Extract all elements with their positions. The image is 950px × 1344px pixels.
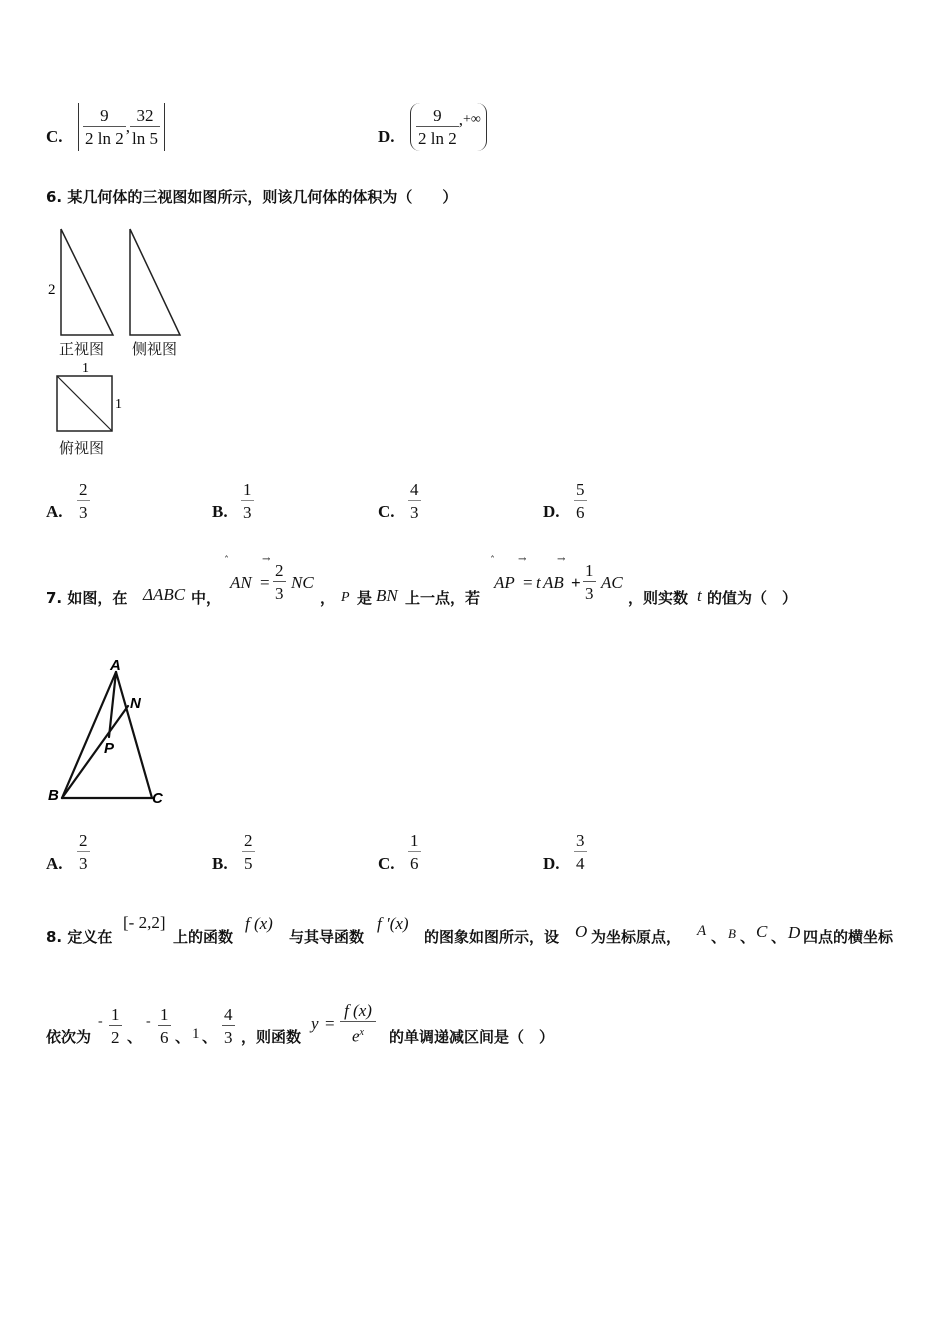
question-8-line2-prefix: 依次为 (46, 1028, 92, 1046)
q6-option-c-value: $\frac{4}{3}$ (410, 480, 419, 522)
origin-o: O (575, 922, 588, 941)
point-n-label: N (130, 695, 141, 712)
separator: 、 (771, 928, 787, 946)
vector-an: AN (230, 573, 252, 592)
fraction-numerator: 9 (100, 106, 109, 125)
vector-hat: ˆ (224, 556, 229, 567)
point-c: C (756, 922, 768, 941)
plus-sign: + (571, 573, 581, 592)
q7-option-a-label[interactable]: A. (46, 854, 63, 873)
q6-option-a-value: $\frac{2}{3}$ (79, 480, 88, 522)
origin-text: 为坐标原点， (591, 928, 682, 946)
fraction-numerator: 32 (136, 106, 154, 125)
vertex-c-label: C (152, 790, 163, 807)
q7-option-b-value: $\frac{2}{5}$ (244, 831, 253, 873)
question-7-mid: 中， (191, 589, 222, 607)
segment-bn: BN (376, 586, 398, 605)
variable-t: t (536, 573, 541, 592)
minus-sign: - (98, 1014, 103, 1029)
question-7-prefix: 7. 如图，在 (46, 589, 128, 607)
option-c-label[interactable]: C. (46, 127, 63, 146)
function-f: f (x) (245, 914, 273, 933)
q7-option-c-value: $\frac{1}{6}$ (410, 831, 419, 873)
value-neg-half: $\frac{1}{2}$ (111, 1005, 120, 1047)
question-8-tail2: 的单调递减区间是（ ） (389, 1028, 555, 1046)
question-7-tail: ，则实数 (628, 589, 689, 607)
top-view-diagonal (57, 376, 112, 431)
derivative-text: 与其导函数 (289, 928, 365, 946)
separator: 、 (175, 1028, 191, 1046)
option-d-interval: $\frac{9}{2 \ln 2}$ , +∞ (410, 103, 487, 151)
vector-arrow-icon: → (518, 554, 527, 565)
variable-y: y (311, 1014, 319, 1033)
function-fraction: $\frac{f (x)}{e^x}$ (340, 1000, 376, 1047)
separator: 、 (127, 1028, 143, 1046)
q7-option-a-value: $\frac{2}{3}$ (79, 831, 88, 873)
question-8-tail1: 四点的横坐标 (803, 928, 894, 946)
value-one: 1 (192, 1026, 200, 1042)
value-four-thirds: $\frac{4}{3}$ (224, 1005, 233, 1047)
vector-ac: AC (601, 573, 623, 592)
q6-option-b-value: $\frac{1}{3}$ (243, 480, 252, 522)
question-7-tail2: 的值为（ ） (707, 589, 798, 607)
infinity-text: +∞ (462, 112, 481, 127)
vertex-b-label: B (48, 787, 59, 804)
equals-sign: = (523, 573, 533, 592)
fraction-numerator: 9 (433, 106, 442, 125)
variable-t: t (697, 586, 702, 605)
q6-option-d-value: $\frac{5}{6}$ (576, 480, 585, 522)
q6-option-c-label[interactable]: C. (378, 502, 395, 521)
front-view-caption: 正视图 (59, 340, 105, 358)
separator: 、 (202, 1028, 218, 1046)
vector-ap: AP (494, 573, 515, 592)
triangle-abc: ΔABC (143, 585, 186, 604)
q7-option-b-label[interactable]: B. (212, 854, 228, 873)
vertex-a-label: A (110, 657, 121, 674)
fraction-denominator: 2 ln 2 (83, 126, 126, 149)
top-view-caption: 俯视图 (59, 439, 105, 457)
equals-sign: = (325, 1014, 335, 1033)
equals-sign: = (260, 573, 270, 592)
point-b: B (728, 926, 736, 941)
point-p-label: P (104, 740, 115, 757)
side-view-caption: 侧视图 (132, 340, 178, 358)
q7-option-d-value: $\frac{3}{4}$ (576, 831, 585, 873)
point-d: D (788, 923, 801, 942)
point-p: P (341, 590, 350, 605)
vector-hat: ˆ (490, 556, 495, 567)
option-d-label[interactable]: D. (378, 127, 395, 146)
function-fprime: f ′(x) (377, 914, 409, 933)
side-ac (116, 672, 152, 798)
question-6-text: 6. 某几何体的三视图如图所示，则该几何体的体积为（ ） (46, 188, 458, 206)
fraction-denominator: ln 5 (130, 126, 160, 149)
interval-text: [- 2,2] (123, 913, 166, 932)
top-side-label: 1 (115, 397, 122, 412)
q7-option-c-label[interactable]: C. (378, 854, 395, 873)
q6-option-d-label[interactable]: D. (543, 502, 560, 521)
vector-nc: NC (291, 573, 314, 592)
option-c-interval: $\frac{9}{2 \ln 2}$ , $\frac{32}{\ln 5}$ (78, 103, 165, 151)
separator: 、 (711, 928, 727, 946)
q6-option-a-label[interactable]: A. (46, 502, 63, 521)
point-on-text: 上一点，若 (405, 589, 481, 607)
vector-arrow-icon: → (557, 554, 566, 565)
fraction-1-3: $\frac{1}{3}$ (585, 561, 594, 603)
separator: 、 (740, 928, 756, 946)
height-label: 2 (48, 282, 56, 298)
question-8-prefix: 8. 定义在 (46, 928, 113, 946)
vector-ab: AB (543, 573, 564, 592)
fraction-denominator: 2 ln 2 (416, 126, 459, 149)
vector-arrow-icon: → (262, 554, 271, 565)
on-function-text: 上的函数 (173, 928, 234, 946)
point-a: A (697, 923, 707, 939)
minus-sign: - (146, 1014, 151, 1029)
graph-text: 的图象如图所示，设 (424, 928, 560, 946)
comma: ， (320, 589, 336, 607)
q7-option-d-label[interactable]: D. (543, 854, 560, 873)
q6-option-b-label[interactable]: B. (212, 502, 228, 521)
triangle-figure (44, 650, 174, 812)
side-view-triangle (130, 229, 180, 335)
value-neg-sixth: $\frac{1}{6}$ (160, 1005, 169, 1047)
fraction-2-3: $\frac{2}{3}$ (275, 561, 284, 603)
front-view-triangle (61, 229, 113, 335)
function-text: ，则函数 (241, 1028, 302, 1046)
is-text: 是 (357, 589, 373, 607)
top-width-label: 1 (82, 361, 89, 376)
